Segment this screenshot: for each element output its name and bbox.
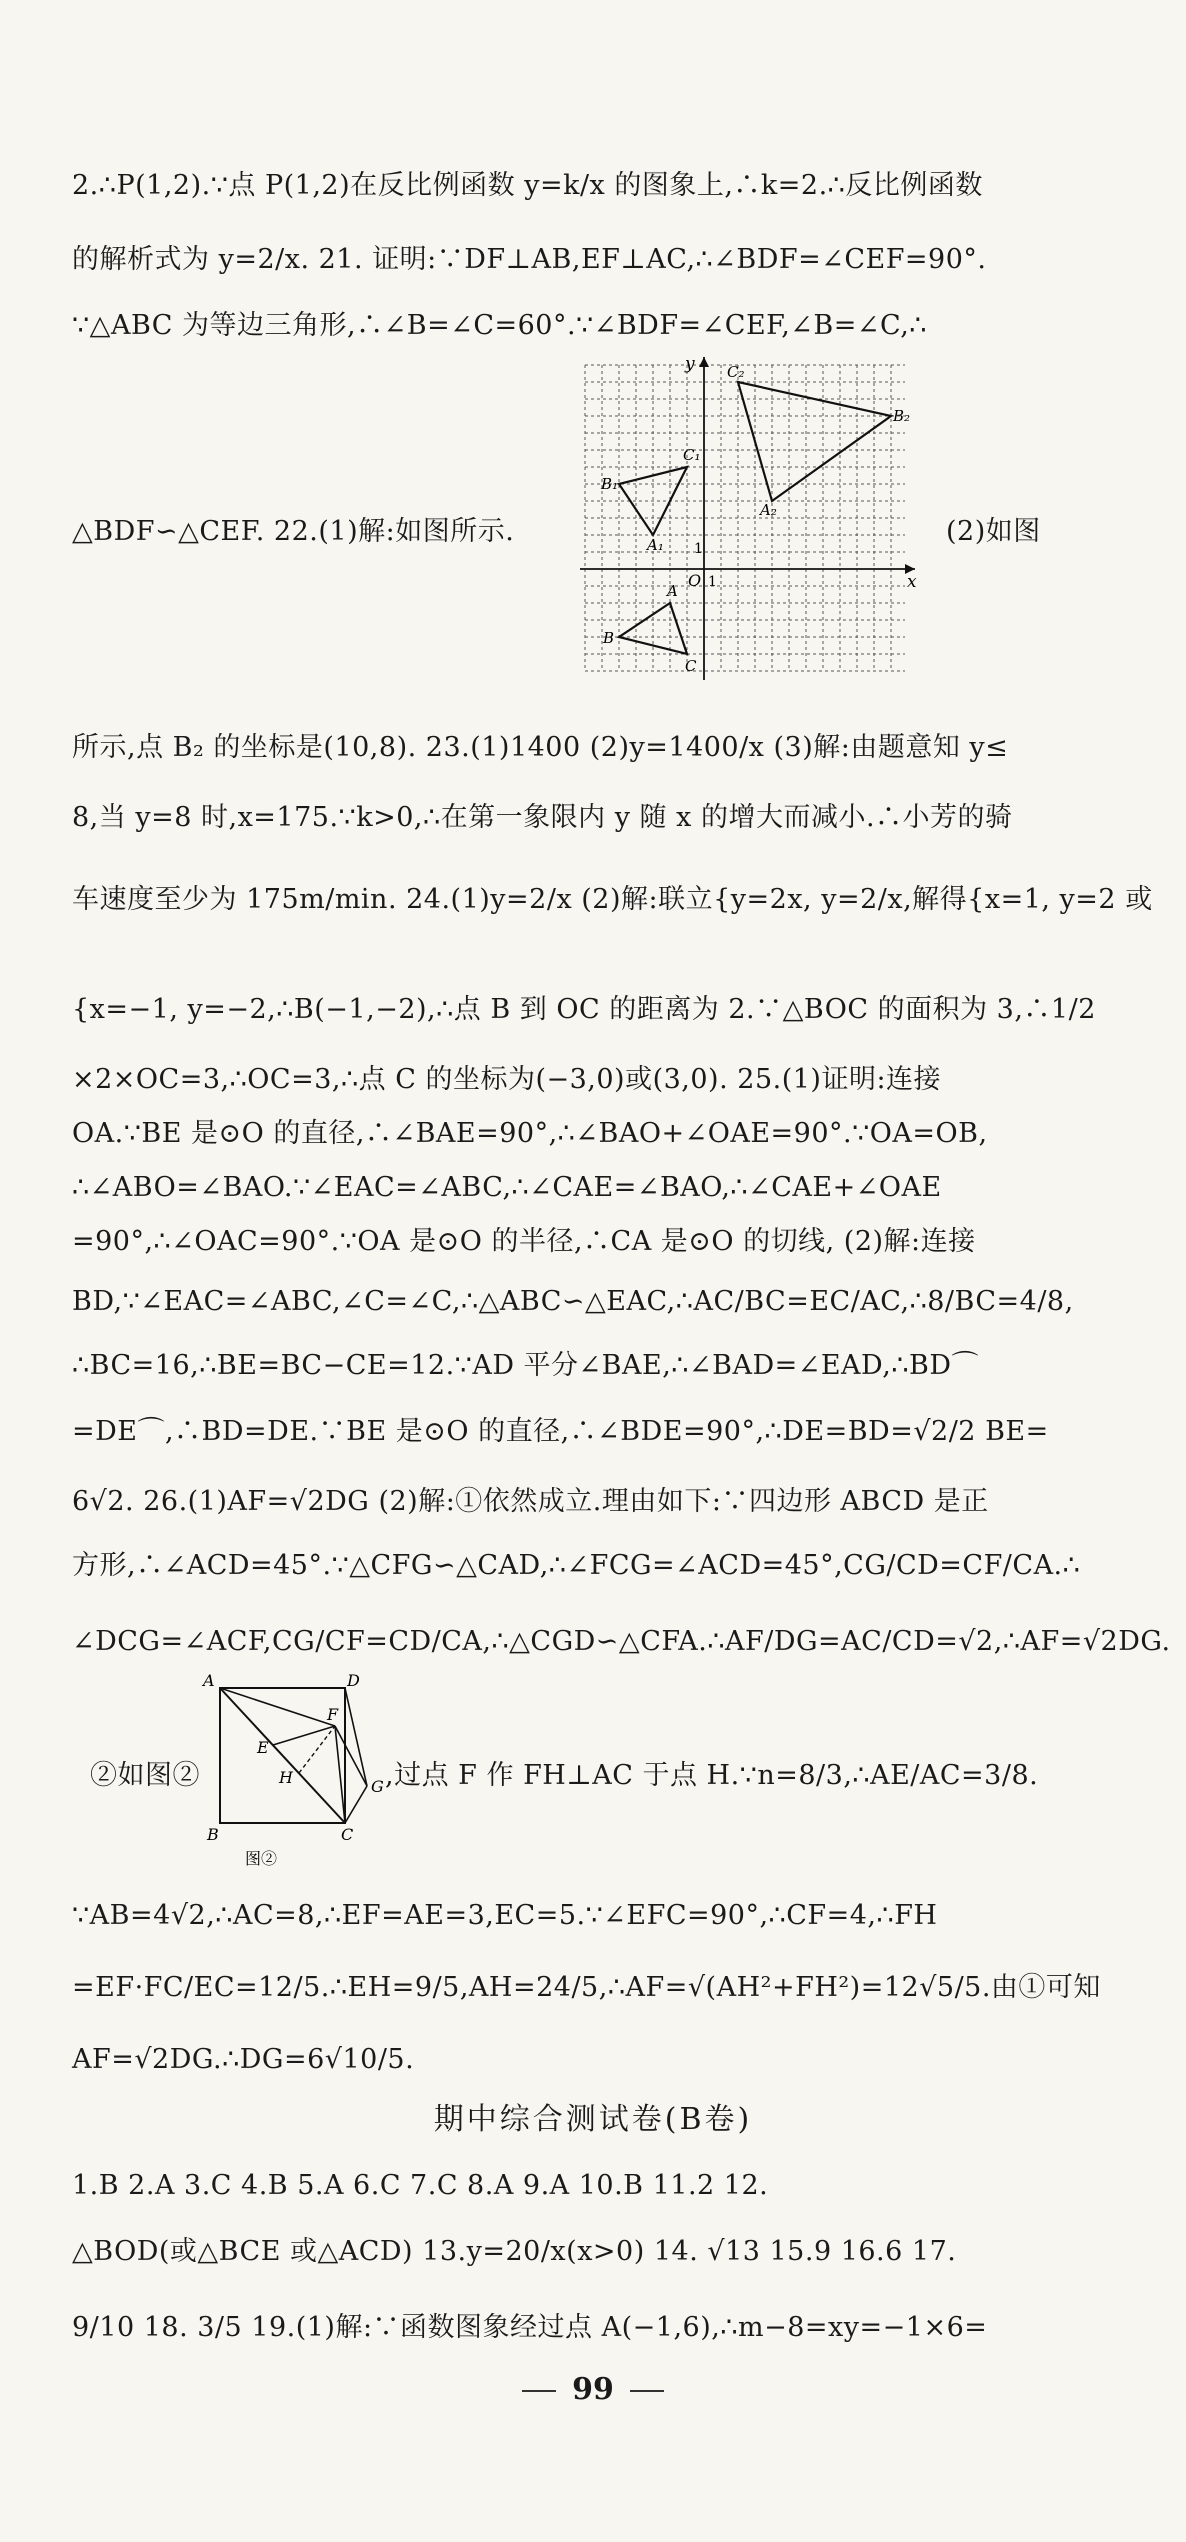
text-line-18: ∠DCG=∠ACF,CG/CF=CD/CA,∴△CGD∽△CFA.∴AF/DG=AC/CD=√2,∴AF=√2DG. xyxy=(72,1626,1171,1657)
text-line-23: AF=√2DG.∴DG=6√10/5. xyxy=(72,2044,415,2075)
page-number-text: 99 xyxy=(572,2372,614,2407)
triangle-ABC xyxy=(619,603,687,654)
label-A1: A₁ xyxy=(647,536,664,554)
sq-label-F: F xyxy=(327,1705,339,1724)
y-axis-label: y xyxy=(685,355,695,374)
sq-label-B: B xyxy=(207,1825,219,1844)
sq-caption: 图② xyxy=(245,1849,278,1868)
text-line-17: 方形,∴∠ACD=45°.∵△CFG∽△CAD,∴∠FCG=∠ACD=45°,CG/CD=CF/CA.∴ xyxy=(72,1550,1081,1581)
label-B1: B₁ xyxy=(601,475,619,493)
text-line-12: =90°,∴∠OAC=90°.∵OA 是⊙O 的半径,∴CA 是⊙O 的切线, (2)解:连接 xyxy=(72,1226,976,1257)
text-line-22: =EF·FC/EC=12/5.∴EH=9/5,AH=24/5,∴AF=√(AH²+FH²)=12√5/5.由①可知 xyxy=(72,1972,1101,2003)
text-line-2: 的解析式为 y=2/x. 21. 证明:∵DF⊥AB,EF⊥AC,∴∠BDF=∠CEF=90°. xyxy=(72,244,987,275)
label-B: B xyxy=(603,629,615,647)
label-C2: C₂ xyxy=(727,363,745,381)
answers-line-3: 9/10 18. 3/5 19.(1)解:∵函数图象经过点 A(−1,6),∴m−8=xy=−1×6= xyxy=(72,2312,988,2343)
sq-label-D: D xyxy=(347,1671,360,1690)
text-line-5: 所示,点 B₂ 的坐标是(10,8). 23.(1)1400 (2)y=1400/x (3)解:由题意知 y≤ xyxy=(72,732,1009,763)
y-axis-arrow xyxy=(699,357,709,367)
segment-EF xyxy=(273,1726,335,1745)
text-line-7: 车速度至少为 175m/min. 24.(1)y=2/x (2)解:联立{y=2x, y=2/x,解得{x=1, y=2 或 xyxy=(72,884,1153,915)
segment-FH xyxy=(299,1726,335,1773)
page-number-dash-right xyxy=(630,2390,664,2392)
unit-y-label: 1 xyxy=(694,541,703,557)
text-line-19: ②如图② xyxy=(90,1760,200,1791)
unit-x-label: 1 xyxy=(708,574,717,590)
text-line-4: △BDF∽△CEF. 22.(1)解:如图所示. xyxy=(72,516,515,547)
text-line-9: ×2×OC=3,∴OC=3,∴点 C 的坐标为(−3,0)或(3,0). 25.(1)证明:连接 xyxy=(72,1064,942,1095)
text-line-3: ∵△ABC 为等边三角形,∴∠B=∠C=60°.∵∠BDF=∠CEF,∠B=∠C,∴ xyxy=(72,310,927,341)
label-C: C xyxy=(685,657,697,675)
triangle-A2B2C2 xyxy=(738,382,891,501)
segment-GC xyxy=(345,1786,367,1823)
text-line-16: 6√2. 26.(1)AF=√2DG (2)解:①依然成立.理由如下:∵四边形 ABCD 是正 xyxy=(72,1486,989,1517)
page-number xyxy=(0,2372,1186,2407)
sq-label-A: A xyxy=(203,1671,215,1690)
sq-label-C: C xyxy=(341,1825,354,1844)
section-title: 期中综合测试卷(B卷) xyxy=(433,2102,753,2137)
sq-label-E: E xyxy=(257,1738,269,1757)
sq-label-G: G xyxy=(371,1777,384,1796)
text-line-15: =DE⌒,∴BD=DE.∵BE 是⊙O 的直径,∴∠BDE=90°,∴DE=BD=√2/2 BE= xyxy=(72,1416,1049,1447)
segment-DG xyxy=(345,1688,367,1786)
label-C1: C₁ xyxy=(683,446,701,464)
answers-line-2: △BOD(或△BCE 或△ACD) 13.y=20/x(x>0) 14. √13 15.9 16.6 17. xyxy=(72,2236,957,2267)
page-number-dash-left xyxy=(522,2390,556,2392)
text-line-14: ∴BC=16,∴BE=BC−CE=12.∵AD 平分∠BAE,∴∠BAD=∠EAD,∴BD⌒ xyxy=(72,1350,979,1381)
origin-label: O xyxy=(688,571,702,590)
label-B2: B₂ xyxy=(893,407,911,425)
answers-line-1: 1.B 2.A 3.C 4.B 5.A 6.C 7.C 8.A 9.A 10.B 11.2 12. xyxy=(72,2170,769,2201)
text-line-1: 2.∴P(1,2).∵点 P(1,2)在反比例函数 y=k/x 的图象上,∴k=2.∴反比例函数 xyxy=(72,170,983,201)
text-line-6: 8,当 y=8 时,x=175.∵k>0,∴在第一象限内 y 随 x 的增大而减小.∴小芳的骑 xyxy=(72,802,1013,833)
label-A2: A₂ xyxy=(760,501,777,519)
text-line-10: OA.∵BE 是⊙O 的直径,∴∠BAE=90°,∴∠BAO+∠OAE=90°.∵OA=OB, xyxy=(72,1118,988,1149)
text-line-13: BD,∵∠EAC=∠ABC,∠C=∠C,∴△ABC∽△EAC,∴AC/BC=EC/AC,∴8/BC=4/8, xyxy=(72,1286,1074,1317)
text-line-4b: (2)如图 xyxy=(946,516,1041,547)
sq-label-H: H xyxy=(279,1768,293,1787)
text-line-21: ∵AB=4√2,∴AC=8,∴EF=AE=3,EC=5.∵∠EFC=90°,∴CF=4,∴FH xyxy=(72,1900,938,1931)
text-line-11: ∴∠ABO=∠BAO.∵∠EAC=∠ABC,∴∠CAE=∠BAO,∴∠CAE+∠OAE xyxy=(72,1172,942,1203)
label-A: A xyxy=(667,582,678,600)
square-figure xyxy=(195,1668,395,1868)
x-axis-label: x xyxy=(907,572,917,592)
text-line-8: {x=−1, y=−2,∴B(−1,−2),∴点 B 到 OC 的距离为 2.∵△BOC 的面积为 3,∴1/2 xyxy=(72,994,1096,1025)
text-line-20: ,过点 F 作 FH⊥AC 于点 H.∵n=8/3,∴AE/AC=3/8. xyxy=(385,1760,1039,1791)
